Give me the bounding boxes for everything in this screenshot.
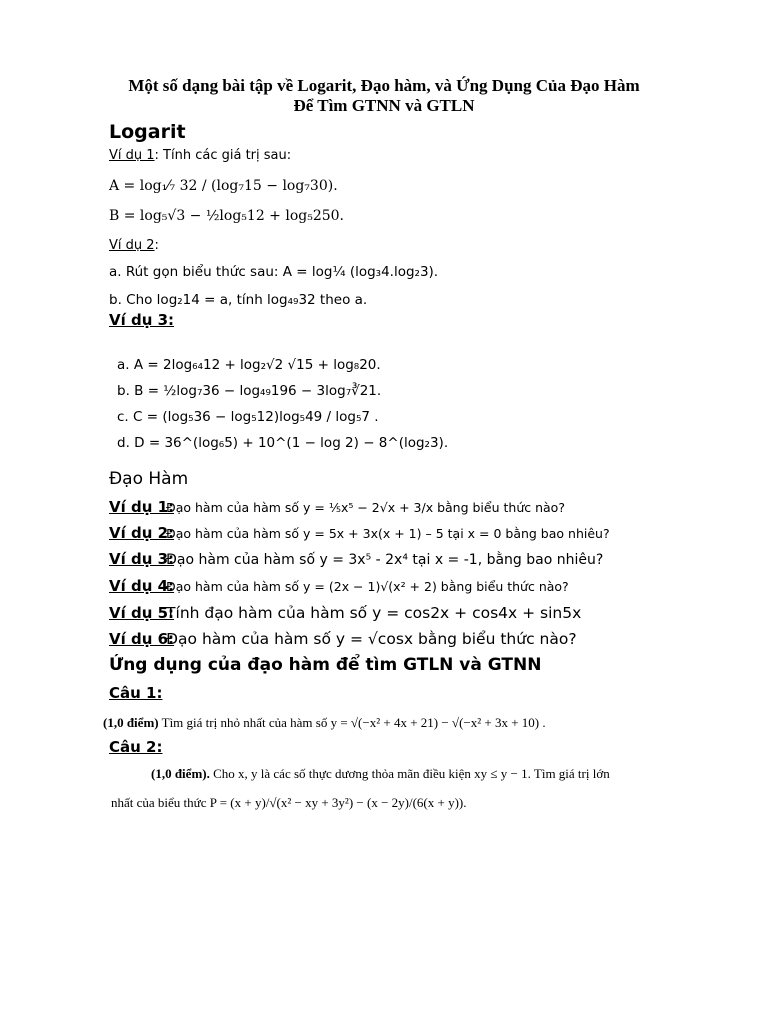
daoham-item-5 bbox=[109, 604, 581, 622]
ungdung-cau1-problem bbox=[103, 715, 546, 731]
daoham-item-2 bbox=[109, 524, 610, 542]
daoham-item-5-label: Ví dụ 5: bbox=[109, 604, 175, 622]
daoham-item-5-text: Tính đạo hàm của hàm số y = cos2x + cos4x + sin5x bbox=[166, 604, 582, 622]
logarit-vd3-part-d: d. D = 36^(log₆5) + 10^(1 − log 2) − 8^(log₂3). bbox=[117, 435, 449, 451]
daoham-item-4-text: Đạo hàm của hàm số y = (2x − 1)√(x² + 2) bằng biểu thức nào? bbox=[166, 579, 569, 594]
ungdung-cau2-problem-line2: nhất của biểu thức P = (x + y)/√(x² − xy + 3y²) − (x − 2y)/(6(x + y)). bbox=[111, 795, 467, 810]
daoham-item-4-label: Ví dụ 4: bbox=[109, 577, 175, 595]
section-heading-dao-ham: Đạo Hàm bbox=[109, 469, 189, 489]
logarit-vd1-label: Ví dụ 1 bbox=[109, 148, 155, 163]
daoham-item-1-text: Đạo hàm của hàm số y = ⅕x⁵ − 2√x + 3/x bằng biểu thức nào? bbox=[166, 500, 565, 515]
logarit-vd1-text: : Tính các giá trị sau: bbox=[154, 148, 292, 163]
daoham-item-1 bbox=[109, 498, 565, 516]
daoham-item-6-text: Đạo hàm của hàm số y = √cosx bằng biểu thức nào? bbox=[166, 630, 577, 648]
daoham-item-1-label: Ví dụ 1: bbox=[109, 498, 175, 516]
ungdung-cau1-text: Tìm giá trị nhỏ nhất của hàm số y = √(−x² + 4x + 21) − √(−x² + 3x + 10) . bbox=[161, 715, 546, 730]
daoham-item-3-text: Đạo hàm của hàm số y = 3x⁵ - 2x⁴ tại x = -1, bằng bao nhiêu? bbox=[166, 552, 604, 568]
ungdung-cau2-problem-line1 bbox=[151, 766, 610, 782]
daoham-item-2-label: Ví dụ 2: bbox=[109, 524, 175, 542]
logarit-vd2-part-a: a. Rút gọn biểu thức sau: A = log¼ (log₃4.log₂3). bbox=[109, 264, 439, 280]
logarit-vd3-label: Ví dụ 3: bbox=[109, 311, 175, 329]
document-title-line2: Để Tìm GTNN và GTLN bbox=[293, 96, 475, 115]
logarit-vd2-label: Ví dụ 2 bbox=[109, 238, 155, 253]
ungdung-cau1-points: (1,0 điểm) bbox=[103, 715, 159, 730]
daoham-item-4 bbox=[109, 577, 569, 595]
daoham-item-6 bbox=[109, 630, 577, 648]
logarit-vd3-part-a: a. A = 2log₆₄12 + log₂√2 √15 + log₈20. bbox=[117, 357, 381, 373]
daoham-item-3 bbox=[109, 550, 603, 568]
ungdung-cau1-label: Câu 1: bbox=[109, 684, 163, 702]
daoham-item-3-label: Ví dụ 3: bbox=[109, 550, 175, 568]
ungdung-cau2-text1: Cho x, y là các số thực dương thỏa mãn điều kiện xy ≤ y − 1. Tìm giá trị lớn bbox=[213, 766, 610, 781]
ungdung-cau2-points: (1,0 điểm). bbox=[151, 766, 210, 781]
logarit-vd3-part-b: b. B = ½log₇36 − log₄₉196 − 3log₇∛21. bbox=[117, 383, 382, 399]
document-title-line1: Một số dạng bài tập về Logarit, Đạo hàm, và Ứng Dụng Của Đạo Hàm bbox=[128, 76, 640, 95]
daoham-item-2-text: Đạo hàm của hàm số y = 5x + 3x(x + 1) – 5 tại x = 0 bằng bao nhiêu? bbox=[166, 526, 610, 541]
logarit-vd1-formula-a: A = log₁⁄₇ 32 / (log₇15 − log₇30). bbox=[109, 178, 338, 194]
logarit-vd1-intro bbox=[109, 148, 291, 163]
logarit-vd1-formula-b: B = log₅√3 − ½log₅12 + log₅250. bbox=[109, 208, 345, 224]
logarit-vd2-colon: : bbox=[154, 238, 159, 253]
logarit-vd2-intro bbox=[109, 238, 159, 253]
logarit-vd3-part-c: c. C = (log₅36 − log₅12)log₅49 / log₅7 . bbox=[117, 409, 379, 425]
section-heading-logarit: Logarit bbox=[109, 121, 186, 143]
daoham-item-6-label: Ví dụ 6: bbox=[109, 630, 175, 648]
logarit-vd2-part-b: b. Cho log₂14 = a, tính log₄₉32 theo a. bbox=[109, 292, 368, 308]
ungdung-cau2-label: Câu 2: bbox=[109, 738, 163, 756]
section-heading-ung-dung: Ứng dụng của đạo hàm để tìm GTLN và GTNN bbox=[109, 655, 542, 675]
